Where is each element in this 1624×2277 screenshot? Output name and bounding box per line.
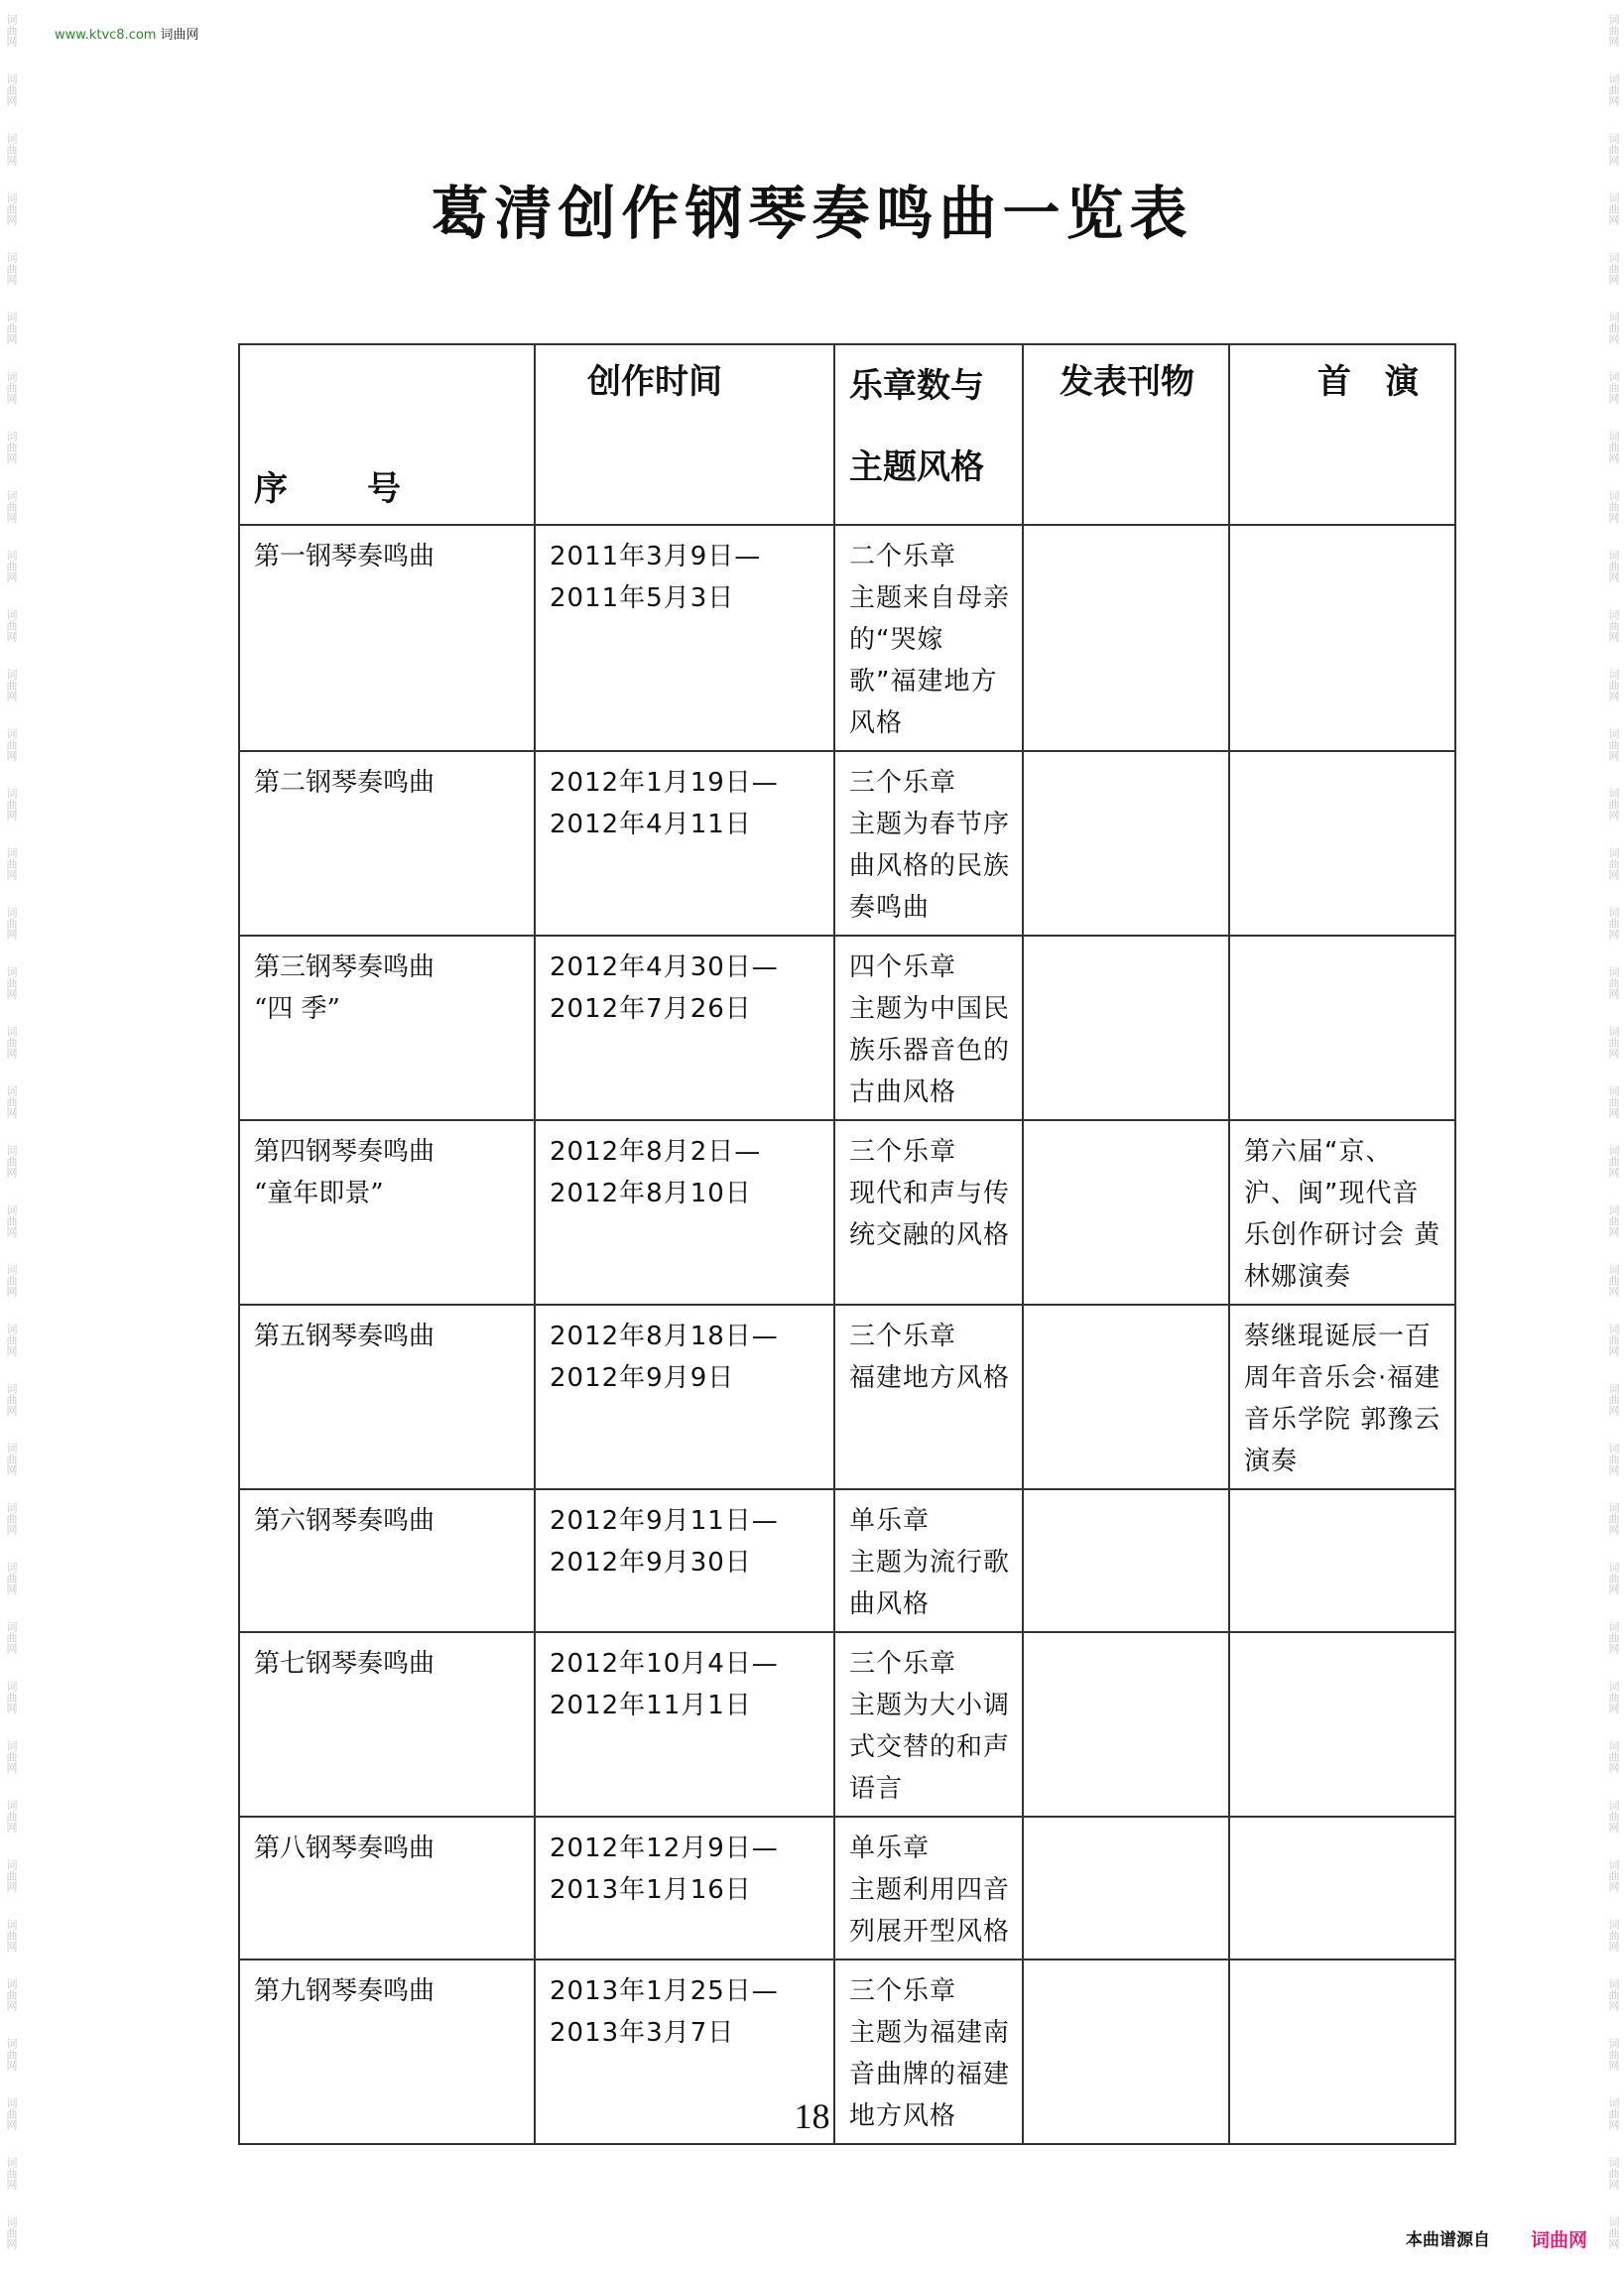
watermark-text: 词曲网 <box>1607 906 1620 940</box>
watermark-text: 词曲网 <box>1607 1323 1620 1356</box>
watermark-text: 词曲网 <box>5 1739 18 1773</box>
cell-premiere <box>1229 1632 1455 1817</box>
watermark-text: 词曲网 <box>1607 1561 1620 1594</box>
cell-premiere <box>1229 1489 1455 1632</box>
watermark-text: 词曲网 <box>5 1799 18 1833</box>
cell-name: 第一钢琴奏鸣曲 <box>239 525 535 751</box>
cell-movements: 单乐章 主题利用四音列展开型风格 <box>834 1817 1023 1960</box>
watermark-text: 词曲网 <box>5 191 18 225</box>
cell-movements: 单乐章 主题为流行歌曲风格 <box>834 1489 1023 1632</box>
cell-premiere: 第六届“京、沪、闽”现代音乐创作研讨会 黄林娜演奏 <box>1229 1120 1455 1305</box>
watermark-text: 词曲网 <box>1607 727 1620 761</box>
cell-name: 第三钢琴奏鸣曲 “四 季” <box>239 936 535 1120</box>
cell-time: 2013年1月25日— 2013年3月7日 <box>535 1960 834 2144</box>
cell-movements: 三个乐章 主题为大小调式交替的和声语言 <box>834 1632 1023 1817</box>
watermark-text: 词曲网 <box>1607 370 1620 404</box>
page-number: 18 <box>794 2096 830 2136</box>
table-header-row <box>239 344 1455 525</box>
watermark-text: 词曲网 <box>5 2037 18 2071</box>
watermark-text: 词曲网 <box>5 1620 18 1654</box>
watermark-text: 词曲网 <box>1607 13 1620 47</box>
watermark-text: 词曲网 <box>1607 2037 1620 2071</box>
watermark-text: 词曲网 <box>5 1918 18 1952</box>
table-row <box>239 1305 1455 1489</box>
watermark-text: 词曲网 <box>1607 1442 1620 1475</box>
table-row <box>239 936 1455 1120</box>
cell-premiere <box>1229 1817 1455 1960</box>
watermark-text: 词曲网 <box>5 787 18 821</box>
cell-time: 2012年1月19日— 2012年4月11日 <box>535 751 834 936</box>
watermark-text: 词曲网 <box>1607 1858 1620 1892</box>
cell-name: 第九钢琴奏鸣曲 <box>239 1960 535 2144</box>
cell-premiere <box>1229 751 1455 936</box>
watermark-text: 词曲网 <box>1607 1918 1620 1952</box>
watermark-text: 词曲网 <box>1607 668 1620 701</box>
cell-premiere <box>1229 525 1455 751</box>
watermark-text: 词曲网 <box>1607 72 1620 106</box>
cell-publication <box>1023 936 1229 1120</box>
watermark-text: 词曲网 <box>1607 549 1620 582</box>
watermark-text: 词曲网 <box>1607 251 1620 285</box>
watermark-text: 词曲网 <box>5 1382 18 1416</box>
cell-premiere: 蔡继琨诞辰一百周年音乐会·福建音乐学院 郭豫云演奏 <box>1229 1305 1455 1489</box>
cell-movements: 三个乐章 主题为福建南音曲牌的福建地方风格 <box>834 1960 1023 2144</box>
cell-movements: 四个乐章 主题为中国民族乐器音色的古曲风格 <box>834 936 1023 1120</box>
watermark-text: 词曲网 <box>1607 311 1620 344</box>
watermark-text: 词曲网 <box>1607 2156 1620 2190</box>
watermark-text: 词曲网 <box>5 251 18 285</box>
right-watermark-strip <box>1602 0 1624 2277</box>
cell-publication <box>1023 1632 1229 1817</box>
watermark-text: 词曲网 <box>1607 1144 1620 1178</box>
table-row <box>239 525 1455 751</box>
watermark-text: 词曲网 <box>5 1144 18 1178</box>
watermark-text: 词曲网 <box>5 370 18 404</box>
header-time: 创作时间 <box>535 344 834 525</box>
watermark-text: 词曲网 <box>5 1442 18 1475</box>
site-link[interactable] <box>55 24 199 43</box>
cell-movements: 三个乐章 主题为春节序曲风格的民族奏鸣曲 <box>834 751 1023 936</box>
watermark-text: 词曲网 <box>1607 1203 1620 1237</box>
watermark-text: 词曲网 <box>1607 1084 1620 1118</box>
watermark-text: 词曲网 <box>5 965 18 999</box>
watermark-text: 词曲网 <box>5 846 18 880</box>
watermark-text: 词曲网 <box>5 2215 18 2249</box>
cell-publication <box>1023 1489 1229 1632</box>
cell-name: 第五钢琴奏鸣曲 <box>239 1305 535 1489</box>
table-row <box>239 1489 1455 1632</box>
header-premiere: 首 演 <box>1229 344 1455 525</box>
watermark-text: 词曲网 <box>5 1977 18 2011</box>
watermark-text: 词曲网 <box>1607 1680 1620 1713</box>
watermark-text: 词曲网 <box>5 1263 18 1297</box>
cell-publication <box>1023 1120 1229 1305</box>
cell-name: 第八钢琴奏鸣曲 <box>239 1817 535 1960</box>
cell-publication <box>1023 1817 1229 1960</box>
watermark-text: 词曲网 <box>5 132 18 166</box>
footer-logo[interactable]: 词曲网 <box>1530 2229 1587 2251</box>
cell-time: 2012年9月11日— 2012年9月30日 <box>535 1489 834 1632</box>
watermark-text: 词曲网 <box>1607 430 1620 463</box>
watermark-text: 词曲网 <box>5 1323 18 1356</box>
watermark-text: 词曲网 <box>1607 191 1620 225</box>
table-row <box>239 1632 1455 1817</box>
table-row <box>239 1817 1455 1960</box>
watermark-text: 词曲网 <box>5 72 18 106</box>
header-movements: 乐章数与主题风格 <box>834 344 1023 525</box>
cell-name: 第七钢琴奏鸣曲 <box>239 1632 535 1817</box>
watermark-text: 词曲网 <box>5 489 18 523</box>
cell-name: 第四钢琴奏鸣曲 “童年即景” <box>239 1120 535 1305</box>
watermark-text: 词曲网 <box>5 1025 18 1059</box>
watermark-text: 词曲网 <box>5 906 18 940</box>
cell-time: 2012年4月30日— 2012年7月26日 <box>535 936 834 1120</box>
watermark-text: 词曲网 <box>1607 1382 1620 1416</box>
watermark-text: 词曲网 <box>5 1680 18 1713</box>
watermark-text: 词曲网 <box>5 2156 18 2190</box>
watermark-text: 词曲网 <box>5 430 18 463</box>
watermark-text: 词曲网 <box>5 311 18 344</box>
cell-publication <box>1023 525 1229 751</box>
cell-premiere <box>1229 936 1455 1120</box>
cell-time: 2012年12月9日— 2013年1月16日 <box>535 1817 834 1960</box>
cell-movements: 三个乐章 福建地方风格 <box>834 1305 1023 1489</box>
cell-movements: 三个乐章 现代和声与传统交融的风格 <box>834 1120 1023 1305</box>
watermark-text: 词曲网 <box>5 1203 18 1237</box>
site-url[interactable]: www.ktvc8.com <box>55 28 157 43</box>
watermark-text: 词曲网 <box>1607 489 1620 523</box>
watermark-text: 词曲网 <box>5 1084 18 1118</box>
left-watermark-strip <box>0 0 22 2277</box>
watermark-text: 词曲网 <box>5 608 18 642</box>
cell-name: 第六钢琴奏鸣曲 <box>239 1489 535 1632</box>
footer-source-text: 本曲谱源自 <box>1406 2230 1490 2250</box>
cell-time: 2012年8月2日—2012年8月10日 <box>535 1120 834 1305</box>
watermark-text: 词曲网 <box>1607 2096 1620 2130</box>
watermark-text: 词曲网 <box>5 1561 18 1594</box>
watermark-text: 词曲网 <box>1607 1799 1620 1833</box>
header-publication: 发表刊物 <box>1023 344 1229 525</box>
cell-name: 第二钢琴奏鸣曲 <box>239 751 535 936</box>
watermark-text: 词曲网 <box>1607 608 1620 642</box>
watermark-text: 词曲网 <box>1607 1620 1620 1654</box>
cell-time: 2011年3月9日—2011年5月3日 <box>535 525 834 751</box>
watermark-text: 词曲网 <box>5 549 18 582</box>
watermark-text: 词曲网 <box>1607 1501 1620 1535</box>
watermark-text: 词曲网 <box>5 1501 18 1535</box>
table-body <box>239 525 1455 2144</box>
cell-publication <box>1023 751 1229 936</box>
watermark-text: 词曲网 <box>5 727 18 761</box>
table-row <box>239 751 1455 936</box>
watermark-text: 词曲网 <box>5 2096 18 2130</box>
watermark-text: 词曲网 <box>5 1858 18 1892</box>
cell-time: 2012年10月4日— 2012年11月1日 <box>535 1632 834 1817</box>
cell-movements: 二个乐章 主题来自母亲的“哭嫁歌”福建地方风格 <box>834 525 1023 751</box>
watermark-text: 词曲网 <box>1607 965 1620 999</box>
watermark-text: 词曲网 <box>5 13 18 47</box>
watermark-text: 词曲网 <box>1607 1263 1620 1297</box>
cell-time: 2012年8月18日— 2012年9月9日 <box>535 1305 834 1489</box>
page-title: 葛清创作钢琴奏鸣曲一览表 <box>431 180 1193 247</box>
works-table <box>238 343 1456 2145</box>
watermark-text: 词曲网 <box>1607 846 1620 880</box>
table-row <box>239 1120 1455 1305</box>
watermark-text: 词曲网 <box>5 668 18 701</box>
header-seq: 序 号 <box>239 344 535 525</box>
watermark-text: 词曲网 <box>1607 2215 1620 2249</box>
cell-publication <box>1023 1305 1229 1489</box>
watermark-text: 词曲网 <box>1607 1739 1620 1773</box>
watermark-text: 词曲网 <box>1607 1977 1620 2011</box>
watermark-text: 词曲网 <box>1607 132 1620 166</box>
watermark-text: 词曲网 <box>1607 787 1620 821</box>
watermark-text: 词曲网 <box>1607 1025 1620 1059</box>
site-name[interactable]: 词曲网 <box>160 28 199 43</box>
